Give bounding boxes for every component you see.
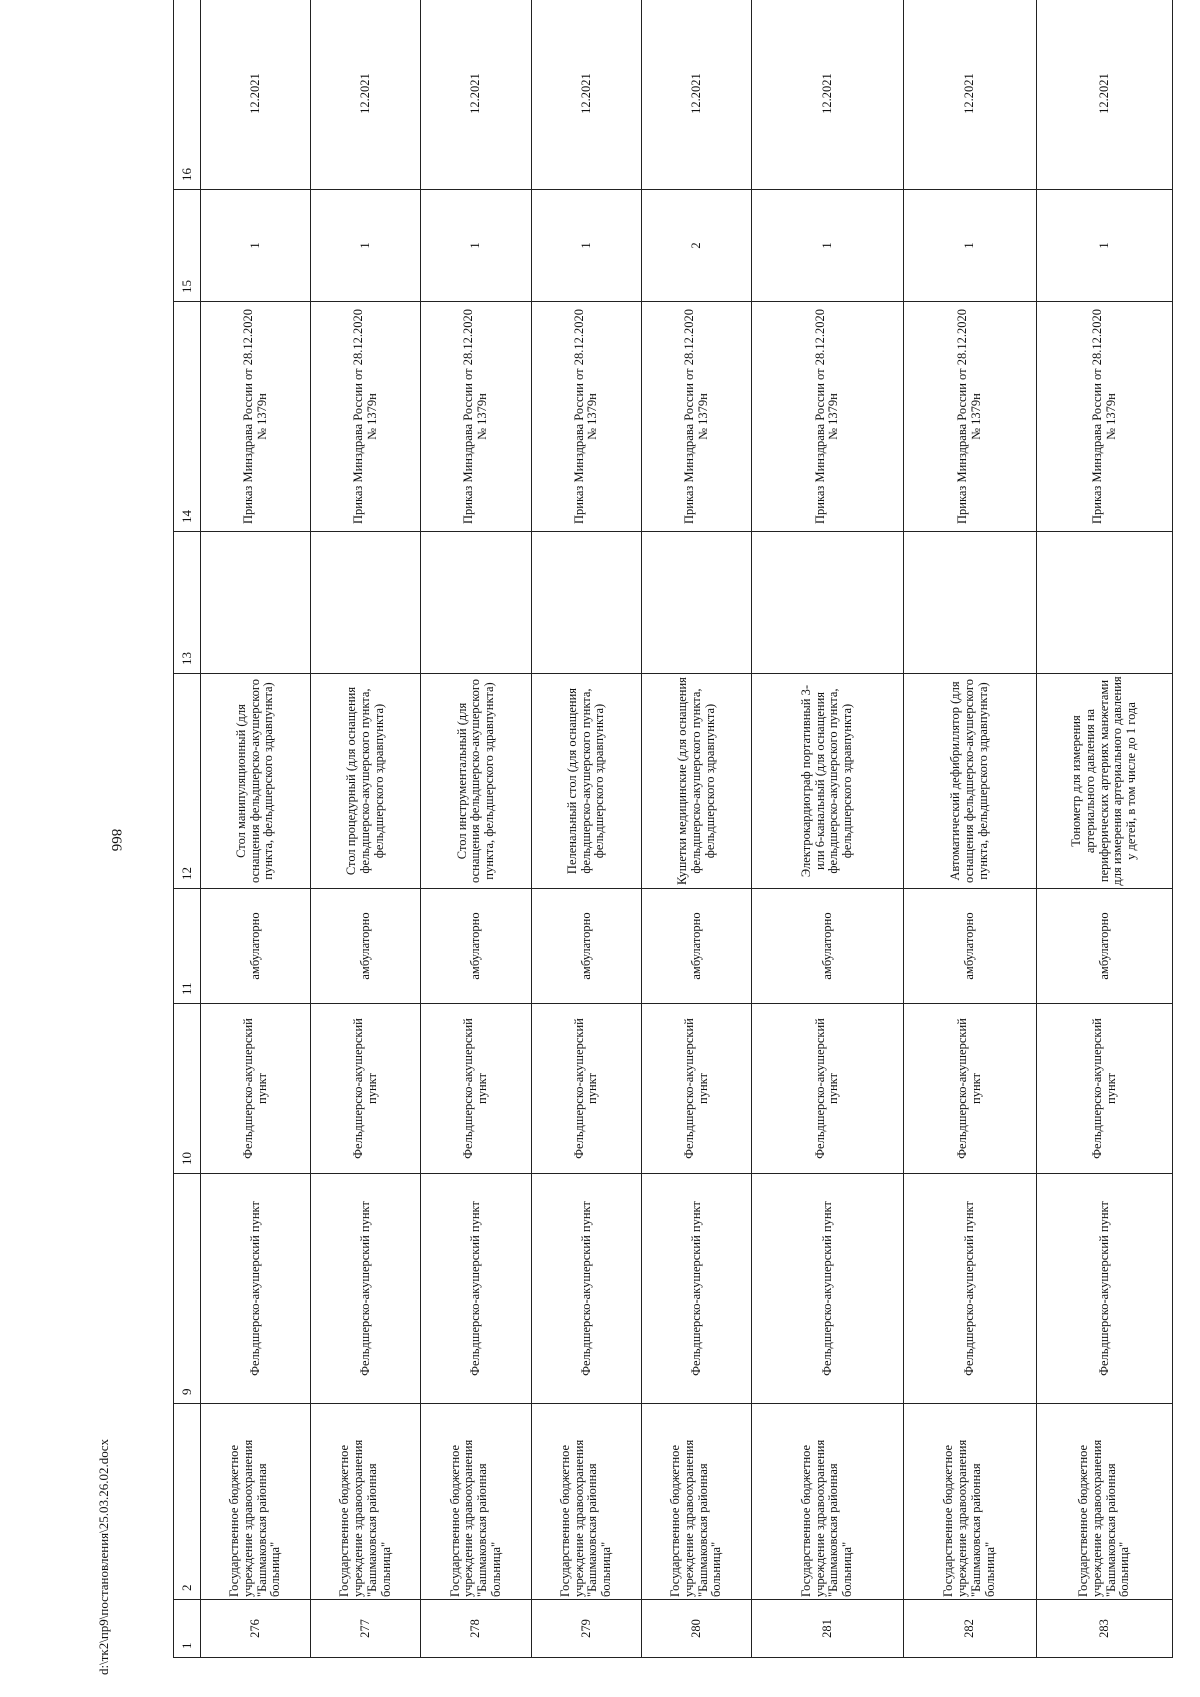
quantity-cell: 1: [421, 190, 531, 302]
quantity-cell: 1: [752, 190, 903, 302]
table-header-row: [174, 0, 201, 1658]
row-number-cell: 280: [642, 1600, 752, 1658]
care-condition-cell: амбулаторно: [421, 889, 531, 1004]
header-cell: 9: [174, 1174, 201, 1404]
order-reference-cell: Приказ Минздрава России от 28.12.2020 № 1379н: [642, 302, 752, 532]
rotated-table-container: [173, 0, 1173, 1658]
unit-cell: Фельдшерско-акушерский пункт: [1037, 1174, 1173, 1404]
date-cell: 12.2021: [311, 0, 421, 190]
order-reference-cell: Приказ Минздрава России от 28.12.2020 № 1379н: [311, 302, 421, 532]
care-condition-cell: амбулаторно: [200, 889, 310, 1004]
equipment-cell: Кушетки медицинские (для оснащения фельдшерско-акушерского пункта, фельдшерского здравпункта): [642, 674, 752, 889]
equipment-cell: Стол процедурный (для оснащения фельдшерско-акушерского пункта, фельдшерского здравпункта): [311, 674, 421, 889]
order-reference-cell: Приказ Минздрава России от 28.12.2020 № 1379н: [200, 302, 310, 532]
quantity-cell: 1: [531, 190, 641, 302]
care-condition-cell: амбулаторно: [752, 889, 903, 1004]
organization-cell: Государственное бюджетное учреждение здравоохранения "Башмаковская районная больница": [200, 1404, 310, 1600]
subdivision-cell: Фельдшерско-акушерский пункт: [421, 1004, 531, 1174]
empty-cell: [752, 532, 903, 674]
quantity-cell: 2: [642, 190, 752, 302]
subdivision-cell: Фельдшерско-акушерский пункт: [531, 1004, 641, 1174]
header-cell: 2: [174, 1404, 201, 1600]
empty-cell: [311, 532, 421, 674]
date-cell: 12.2021: [903, 0, 1036, 190]
care-condition-cell: амбулаторно: [903, 889, 1036, 1004]
table-row: [531, 0, 641, 1658]
unit-cell: Фельдшерско-акушерский пункт: [421, 1174, 531, 1404]
order-reference-cell: Приказ Минздрава России от 28.12.2020 № 1379н: [1037, 302, 1173, 532]
header-cell: 13: [174, 532, 201, 674]
header-cell: 15: [174, 190, 201, 302]
organization-cell: Государственное бюджетное учреждение здравоохранения "Башмаковская районная больница": [1037, 1404, 1173, 1600]
date-cell: 12.2021: [421, 0, 531, 190]
organization-cell: Государственное бюджетное учреждение здравоохранения "Башмаковская районная больница": [421, 1404, 531, 1600]
equipment-cell: Автоматический дефибриллятор (для оснащения фельдшерско-акушерского пункта, фельдшерского здравпункта): [903, 674, 1036, 889]
equipment-cell: Стол инструментальный (для оснащения фельдшерско-акушерского пункта, фельдшерского здравпункта): [421, 674, 531, 889]
organization-cell: Государственное бюджетное учреждение здравоохранения "Башмаковская районная больница": [311, 1404, 421, 1600]
table-row: [1037, 0, 1173, 1658]
unit-cell: Фельдшерско-акушерский пункт: [903, 1174, 1036, 1404]
unit-cell: Фельдшерско-акушерский пункт: [531, 1174, 641, 1404]
file-path-footer: d:\тк2\пр9\постановления\25.03.26.02.docx: [96, 1438, 111, 1675]
table-row: [903, 0, 1036, 1658]
table-row: [642, 0, 752, 1658]
empty-cell: [421, 532, 531, 674]
unit-cell: Фельдшерско-акушерский пункт: [642, 1174, 752, 1404]
row-number-cell: 277: [311, 1600, 421, 1658]
header-cell: 14: [174, 302, 201, 532]
organization-cell: Государственное бюджетное учреждение здравоохранения "Башмаковская районная больница": [752, 1404, 903, 1600]
empty-cell: [1037, 532, 1173, 674]
unit-cell: Фельдшерско-акушерский пункт: [200, 1174, 310, 1404]
care-condition-cell: амбулаторно: [642, 889, 752, 1004]
date-cell: 12.2021: [200, 0, 310, 190]
subdivision-cell: Фельдшерско-акушерский пункт: [642, 1004, 752, 1174]
row-number-cell: 276: [200, 1600, 310, 1658]
header-cell: 1: [174, 1600, 201, 1658]
care-condition-cell: амбулаторно: [1037, 889, 1173, 1004]
table-row: [421, 0, 531, 1658]
order-reference-cell: Приказ Минздрава России от 28.12.2020 № 1379н: [531, 302, 641, 532]
row-number-cell: 281: [752, 1600, 903, 1658]
quantity-cell: 1: [1037, 190, 1173, 302]
row-number-cell: 282: [903, 1600, 1036, 1658]
table-row: [200, 0, 310, 1658]
organization-cell: Государственное бюджетное учреждение здравоохранения "Башмаковская районная больница": [903, 1404, 1036, 1600]
quantity-cell: 1: [903, 190, 1036, 302]
page-number: 866: [108, 828, 124, 852]
header-cell: 16: [174, 0, 201, 190]
empty-cell: [642, 532, 752, 674]
row-number-cell: 283: [1037, 1600, 1173, 1658]
table-body: [200, 0, 1172, 1658]
quantity-cell: 1: [200, 190, 310, 302]
row-number-cell: 278: [421, 1600, 531, 1658]
empty-cell: [531, 532, 641, 674]
date-cell: 12.2021: [1037, 0, 1173, 190]
subdivision-cell: Фельдшерско-акушерский пункт: [1037, 1004, 1173, 1174]
table-row: [311, 0, 421, 1658]
organization-cell: Государственное бюджетное учреждение здравоохранения "Башмаковская районная больница": [642, 1404, 752, 1600]
equipment-cell: Тонометр для измерения артериального давления на периферических артериях манжетами для измерения артериального давления у детей, в том числе до 1 года: [1037, 674, 1173, 889]
date-cell: 12.2021: [531, 0, 641, 190]
equipment-table: [173, 0, 1173, 1658]
table-row: [752, 0, 903, 1658]
unit-cell: Фельдшерско-акушерский пункт: [311, 1174, 421, 1404]
header-cell: 10: [174, 1004, 201, 1174]
date-cell: 12.2021: [752, 0, 903, 190]
subdivision-cell: Фельдшерско-акушерский пункт: [903, 1004, 1036, 1174]
row-number-cell: 279: [531, 1600, 641, 1658]
date-cell: 12.2021: [642, 0, 752, 190]
equipment-cell: Электрокардиограф портативный 3- или 6-канальный (для оснащения фельдшерско-акушерского пункта, фельдшерского здравпункта): [752, 674, 903, 889]
order-reference-cell: Приказ Минздрава России от 28.12.2020 № 1379н: [421, 302, 531, 532]
care-condition-cell: амбулаторно: [531, 889, 641, 1004]
unit-cell: Фельдшерско-акушерский пункт: [752, 1174, 903, 1404]
subdivision-cell: Фельдшерско-акушерский пункт: [200, 1004, 310, 1174]
organization-cell: Государственное бюджетное учреждение здравоохранения "Башмаковская районная больница": [531, 1404, 641, 1600]
equipment-cell: Стол манипуляционный (для оснащения фельдшерско-акушерского пункта, фельдшерского здравпункта): [200, 674, 310, 889]
quantity-cell: 1: [311, 190, 421, 302]
order-reference-cell: Приказ Минздрава России от 28.12.2020 № 1379н: [903, 302, 1036, 532]
subdivision-cell: Фельдшерско-акушерский пункт: [311, 1004, 421, 1174]
subdivision-cell: Фельдшерско-акушерский пункт: [752, 1004, 903, 1174]
header-cell: 11: [174, 889, 201, 1004]
header-cell: 12: [174, 674, 201, 889]
equipment-cell: Пеленальный стол (для оснащения фельдшерско-акушерского пункта, фельдшерского здравпункта): [531, 674, 641, 889]
order-reference-cell: Приказ Минздрава России от 28.12.2020 № 1379н: [752, 302, 903, 532]
empty-cell: [903, 532, 1036, 674]
care-condition-cell: амбулаторно: [311, 889, 421, 1004]
empty-cell: [200, 532, 310, 674]
